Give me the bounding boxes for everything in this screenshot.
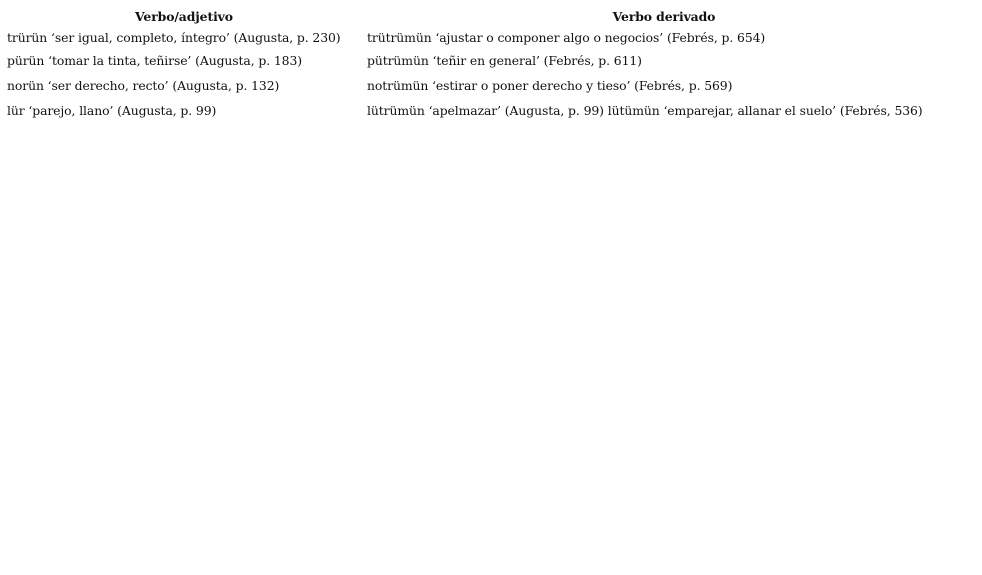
base-verb-cell: norün ‘ser derecho, recto’ (Augusta, p. 132) (7, 78, 280, 93)
derived-verb-cell: lütrümün ‘apelmazar’ (Augusta, p. 99) lütümün ‘emparejar, allanar el suelo’ (Febrés, 536) (367, 103, 923, 118)
derived-verb-cell: trütrümün ‘ajustar o componer algo o negocios’ (Febrés, p. 654) (367, 30, 766, 45)
header-base-verb: Verbo/adjetivo (135, 9, 233, 24)
base-verb-cell: lür ‘parejo, llano’ (Augusta, p. 99) (7, 103, 217, 118)
base-verb-cell: pürün ‘tomar la tinta, teñirse’ (Augusta, p. 183) (7, 53, 302, 68)
derived-verb-cell: pütrümün ‘teñir en general’ (Febrés, p. 611) (367, 53, 642, 68)
table-row (4, 103, 964, 128)
base-verb-cell: trürün ‘ser igual, completo, íntegro’ (Augusta, p. 230) (7, 30, 341, 45)
header-derived-verb: Verbo derivado (612, 9, 716, 24)
table-row (4, 53, 964, 78)
verb-derivation-table (4, 6, 964, 128)
derived-verb-cell: notrümün ‘estirar o poner derecho y tieso’ (Febrés, p. 569) (367, 78, 733, 93)
header-row (4, 6, 964, 30)
table-row (4, 30, 964, 53)
table-body (4, 30, 964, 128)
table-header (4, 6, 964, 30)
table-row (4, 78, 964, 103)
